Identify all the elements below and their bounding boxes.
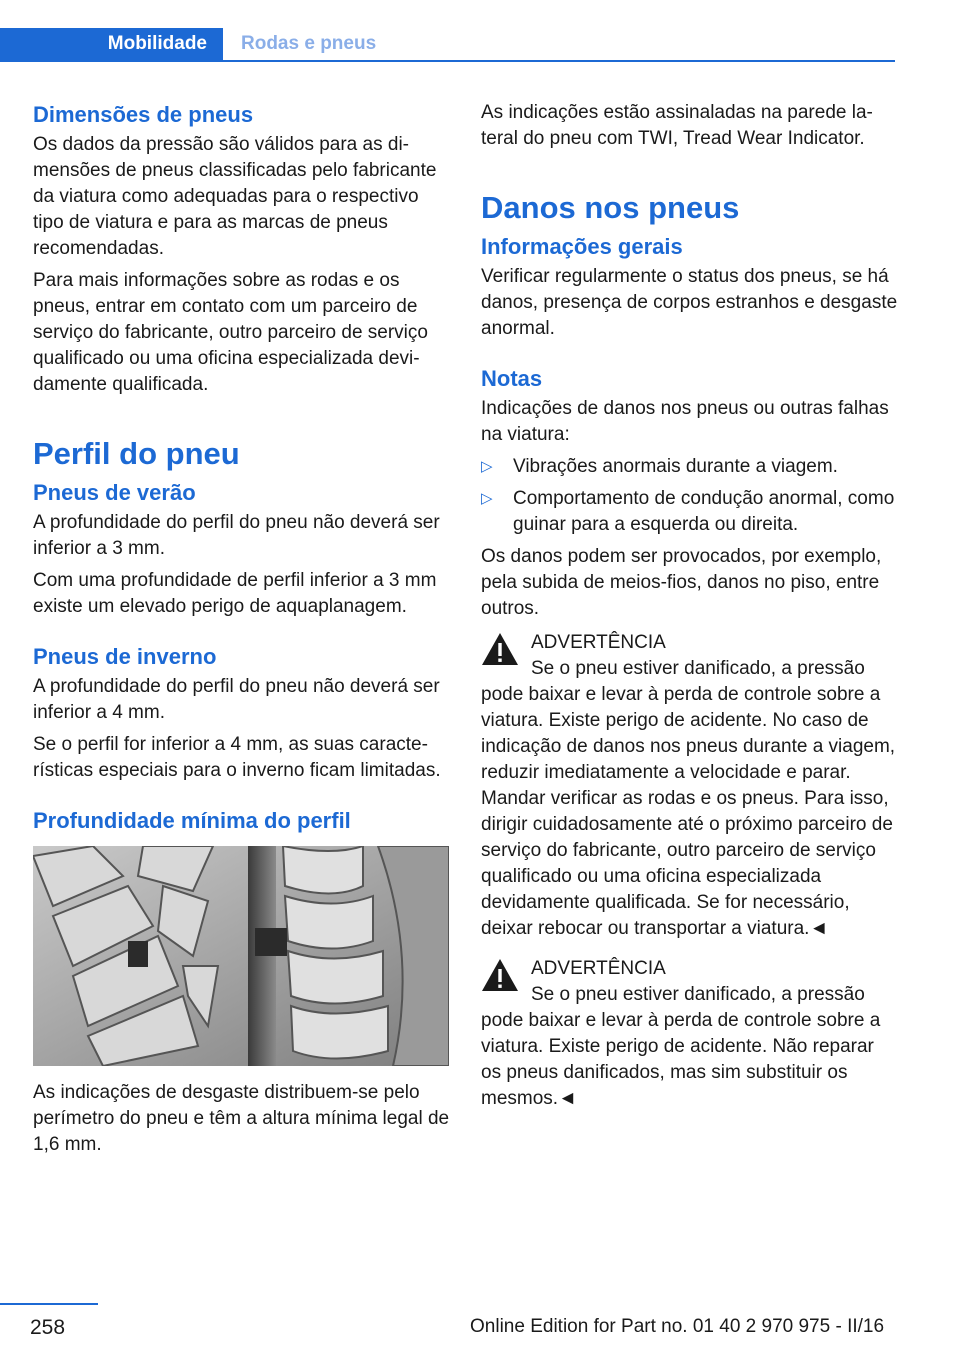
tab-rodas-e-pneus[interactable]: Rodas e pneus xyxy=(241,33,377,54)
chapter-heading-perfil: Perfil do pneu xyxy=(33,436,240,471)
paragraph: Com uma profundidade de perfil inferior a 3 mm existe um elevado perigo de aquaplanagem. xyxy=(33,570,437,617)
header-bar xyxy=(0,28,895,62)
header-divider xyxy=(0,60,895,62)
warning-text: Se o pneu estiver danificado, a pressão xyxy=(531,658,865,679)
right-column xyxy=(481,100,899,1126)
paragraph: Para mais informações sobre as rodas e os pneus, entrar em contato com um parceiro de serviço do fabricante, outro parceiro de serviço qualificado ou uma oficina especializada devidamente qualificada. xyxy=(33,270,428,395)
triangle-bullet-icon: ▷ xyxy=(481,458,493,475)
warning-block xyxy=(481,956,899,1112)
chapter-heading-danos: Danos nos pneus xyxy=(481,190,740,225)
warning-text: pode baixar e levar à perda de controle sobre a viatura. Existe perigo de acidente. Não reparar os pneus danificados, mas sim substituir os mesmos.◄ xyxy=(481,1010,881,1109)
warning-triangle-icon xyxy=(481,632,519,666)
section-heading-notas: Notas xyxy=(481,366,543,391)
paragraph: Se o perfil for inferior a 4 mm, as suas características especiais para o inverno ficam limitadas. xyxy=(33,734,441,781)
tire-tread-image xyxy=(33,846,449,1066)
footer-edition: Online Edition for Part no. 01 40 2 970 975 - II/16 xyxy=(470,1316,885,1337)
figure-caption: As indicações de desgaste distribuem-se pelo perímetro do pneu e têm a altura mínima legal de 1,6 mm. xyxy=(33,1082,450,1155)
left-column xyxy=(33,100,451,1164)
warning-heading: ADVERTÊNCIA xyxy=(531,632,666,653)
paragraph: A profundidade do perfil do pneu não deverá ser inferior a 3 mm. xyxy=(33,512,440,559)
section-heading-dimensoes: Dimensões de pneus xyxy=(33,102,254,127)
section-heading-verao: Pneus de verão xyxy=(33,480,196,505)
warning-text: Se o pneu estiver danificado, a pressão xyxy=(531,984,865,1005)
tab-mobilidade[interactable]: Mobilidade xyxy=(0,28,223,60)
list-item: ▷ Comportamento de condução anormal, como guinar para a esquerda ou direita. xyxy=(481,488,895,535)
paragraph: Os dados da pressão são válidos para as dimensões de pneus classificadas pelo fabricante da viatura como adequadas para o respectivo tipo de viatura e para as marcas de pneus recomendadas. xyxy=(33,134,437,259)
paragraph: Os danos podem ser provocados, por exemplo, pela subida de meios-fios, danos no piso, entre outros. xyxy=(481,546,882,619)
section-heading-profundidade: Profundidade mínima do perfil xyxy=(33,808,351,833)
list-item: ▷ Vibrações anormais durante a viagem. xyxy=(481,454,899,480)
paragraph: As indicações estão assinaladas na parede lateral do pneu com TWI, Tread Wear Indicator. xyxy=(481,102,873,149)
triangle-bullet-icon: ▷ xyxy=(481,490,493,507)
warning-block xyxy=(481,630,899,942)
warning-text: pode baixar e levar à perda de controle sobre a viatura. Existe perigo de acidente. No caso de indicação de danos nos pneus durante a viagem, reduzir imediatamente a velocidade e parar. Mandar verificar as rodas e os pneus. Para isso, dirigir cuidadosamente até o próximo parceiro de serviço do fabricante, outro parceiro de serviço qualificado ou uma oficina especializada devidamente qualificada. Se for necessário, deixar rebocar ou transportar a viatura.◄ xyxy=(481,684,896,939)
paragraph: A profundidade do perfil do pneu não deverá ser inferior a 4 mm. xyxy=(33,676,440,723)
warning-triangle-icon xyxy=(481,958,519,992)
page-number: 258 xyxy=(30,1316,66,1339)
page-number-rule xyxy=(0,1303,98,1305)
section-heading-inverno: Pneus de inverno xyxy=(33,644,217,669)
bullet-list xyxy=(481,454,899,538)
warning-heading: ADVERTÊNCIA xyxy=(531,958,666,979)
paragraph: Indicações de danos nos pneus ou outras falhas na viatura: xyxy=(481,398,889,445)
section-heading-informacoes: Informações gerais xyxy=(481,234,683,259)
paragraph: Verificar regularmente o status dos pneus, se há danos, presença de corpos estranhos e desgaste anormal. xyxy=(481,266,898,339)
